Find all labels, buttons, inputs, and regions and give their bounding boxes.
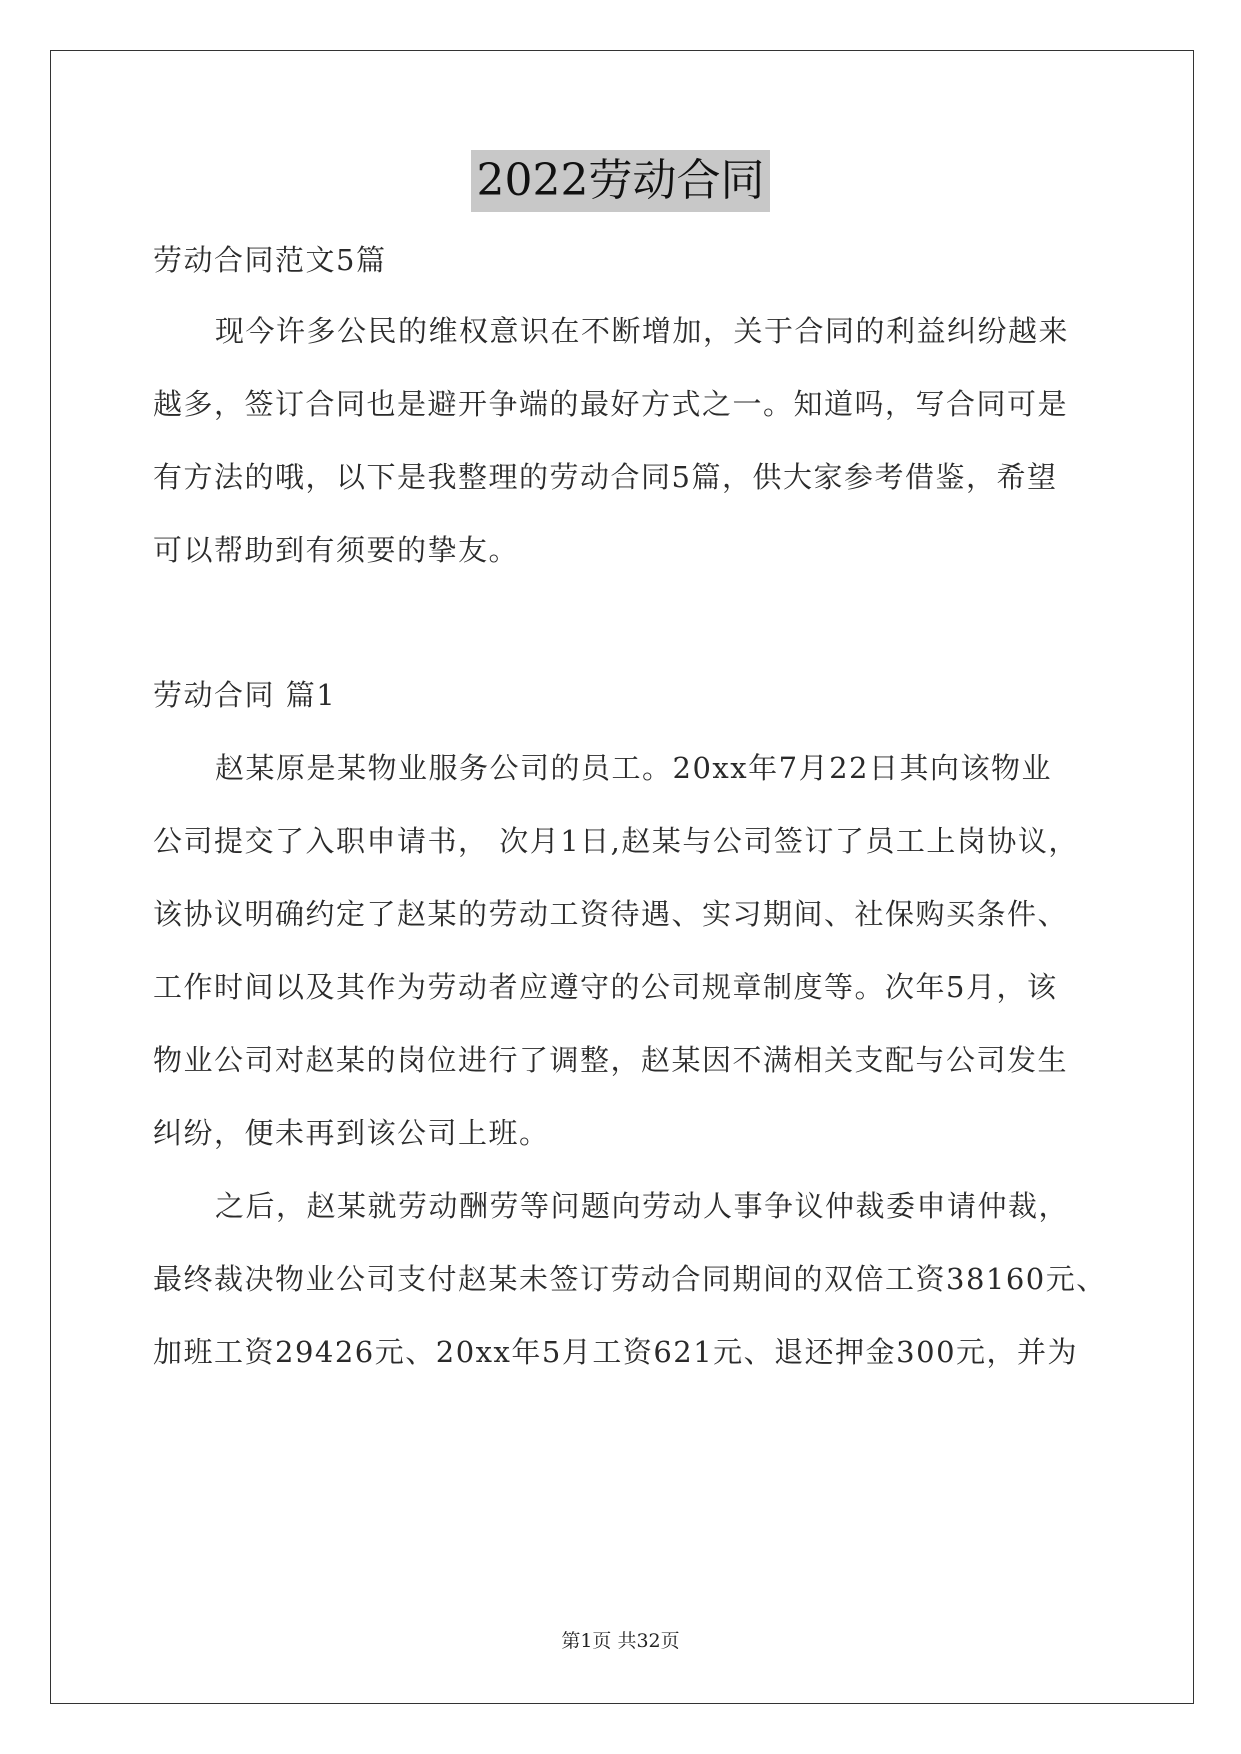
paragraph-line: 之后，赵某就劳动酬劳等问题向劳动人事争议仲裁委申请仲裁， <box>215 1189 1070 1223</box>
paragraph-line: 最终裁决物业公司支付赵某未签订劳动合同期间的双倍工资38160元、 <box>153 1262 1107 1296</box>
title-container <box>0 150 1241 212</box>
intro-line: 现今许多公民的维权意识在不断增加，关于合同的利益纠纷越来 <box>215 314 1070 348</box>
document-title: 2022劳动合同 <box>471 150 771 212</box>
paragraph-line: 纠纷，便未再到该公司上班。 <box>153 1116 550 1150</box>
page-number-footer: 第1页 共32页 <box>561 1630 680 1652</box>
paragraph-line: 赵某原是某物业服务公司的员工。20xx年7月22日其向该物业 <box>215 751 1052 785</box>
intro-line: 越多，签订合同也是避开争端的最好方式之一。知道吗，写合同可是 <box>153 387 1069 421</box>
paragraph-line: 该协议明确约定了赵某的劳动工资待遇、实习期间、社保购买条件、 <box>153 897 1069 931</box>
page-border <box>50 50 1194 1704</box>
section-heading: 劳动合同 篇1 <box>153 678 337 712</box>
paragraph-line: 工作时间以及其作为劳动者应遵守的公司规章制度等。次年5月，该 <box>153 970 1058 1004</box>
paragraph-line: 加班工资29426元、20xx年5月工资621元、退还押金300元，并为 <box>153 1335 1079 1369</box>
intro-line: 可以帮助到有须要的挚友。 <box>153 533 520 567</box>
intro-line: 有方法的哦，以下是我整理的劳动合同5篇，供大家参考借鉴，希望 <box>153 460 1058 494</box>
paragraph-line: 公司提交了入职申请书， 次月1日,赵某与公司签订了员工上岗协议， <box>153 824 1079 858</box>
paragraph-line: 物业公司对赵某的岗位进行了调整，赵某因不满相关支配与公司发生 <box>153 1043 1069 1077</box>
document-subtitle: 劳动合同范文5篇 <box>153 243 387 277</box>
